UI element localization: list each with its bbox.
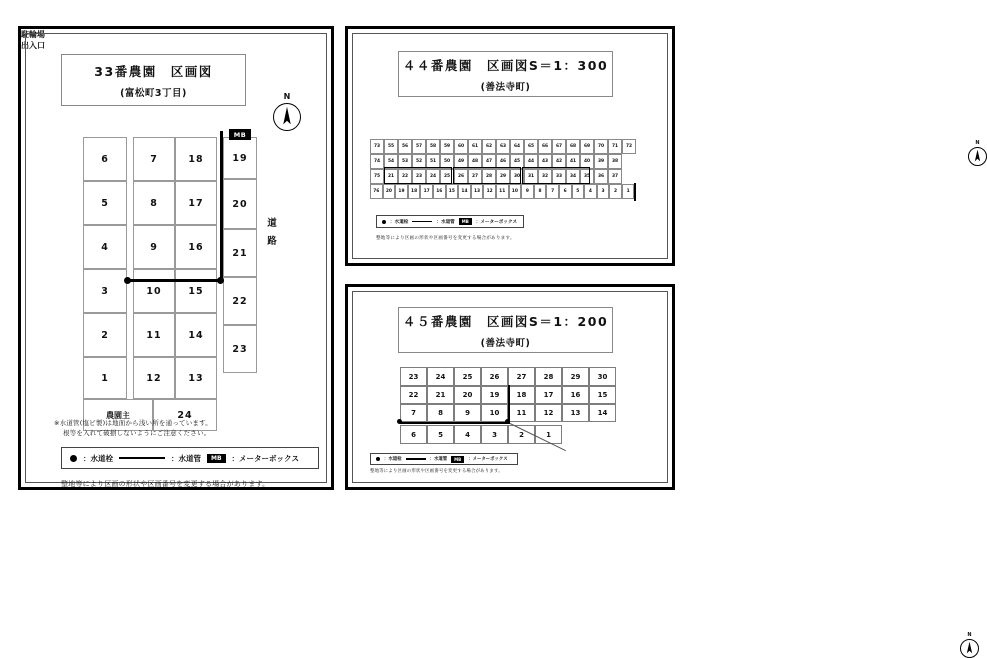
plot-cell[interactable]: 7	[546, 184, 559, 199]
plot-cell[interactable]: 48	[468, 154, 482, 169]
plot-cell[interactable]: 21	[223, 229, 257, 277]
plot-cell[interactable]: 2	[609, 184, 622, 199]
plot-cell[interactable]: 36	[594, 169, 608, 184]
plot-cell[interactable]: 24	[426, 169, 440, 184]
water-pipe-horizontal	[127, 279, 223, 282]
plot-cell[interactable]: 49	[454, 154, 468, 169]
plot-cell[interactable]: 5	[427, 425, 454, 444]
owner-plot-cell[interactable]: 農園主	[83, 399, 153, 431]
plot-cell[interactable]: 29	[496, 169, 510, 184]
plot-cell[interactable]: 28	[535, 367, 562, 386]
plot-cell[interactable]: 41	[566, 154, 580, 169]
legend-pipe-label: ：水道管	[171, 453, 201, 463]
plot-cell[interactable]: 12	[483, 184, 496, 199]
plot-cell[interactable]: 66	[538, 139, 552, 154]
panel-45-farm-map	[345, 284, 972, 638]
plot-cell[interactable]: 52	[412, 154, 426, 169]
plot-cell[interactable]: 71	[608, 139, 622, 154]
plot-cell[interactable]: 23	[400, 367, 427, 386]
plot-cell[interactable]: 53	[398, 154, 412, 169]
legend-mb-label: ：メーターボックス	[475, 219, 518, 225]
plot-cell[interactable]: 6	[400, 425, 427, 444]
plot-cell[interactable]: 10	[509, 184, 522, 199]
plot-cell[interactable]: 22	[398, 169, 412, 184]
plot-row-4	[400, 425, 562, 444]
plot-block-outline	[453, 167, 521, 184]
plot-cell[interactable]: 9	[133, 225, 175, 269]
plot-cell[interactable]: 5	[572, 184, 585, 199]
legend-33	[61, 447, 319, 469]
note-line-2: 根等を入れて破損しないようにご注意ください。	[54, 429, 211, 438]
parking-label-33: 駐輪場	[21, 30, 45, 39]
meter-box-icon: MB	[207, 454, 226, 463]
plot-cell[interactable]: 27	[508, 367, 535, 386]
water-tap-icon	[70, 455, 77, 462]
plot-cell[interactable]: 39	[594, 154, 608, 169]
plot-cell[interactable]: 46	[496, 154, 510, 169]
plot-cell[interactable]: 68	[566, 139, 580, 154]
plot-cell[interactable]: 3	[83, 269, 127, 313]
water-pipe-vertical	[634, 183, 636, 201]
plot-cell[interactable]: 57	[412, 139, 426, 154]
panel-44-note-bottom: 整地等により区画の形状や区画番号を変更する場合があります。	[376, 236, 515, 241]
plot-cell[interactable]: 54	[384, 154, 398, 169]
panel-33-title: 33番農園 区画図	[94, 63, 213, 79]
plot-cell[interactable]: 32	[538, 169, 552, 184]
plot-cell[interactable]: 30	[510, 169, 524, 184]
water-pipe-horizontal	[400, 422, 510, 424]
plot-cell[interactable]: 20	[383, 184, 396, 199]
panel-33-note-top	[54, 418, 324, 438]
meter-box-icon: MB	[459, 218, 472, 225]
compass-needle-icon-44	[969, 148, 986, 165]
panel-45-note-bottom: 整地等により区画の形状や区画番号を変更する場合があります。	[370, 469, 503, 474]
panel-44-subtitle: (善法寺町)	[480, 81, 531, 93]
road-label-33: 道路	[267, 218, 277, 248]
plot-cell[interactable]: 1	[622, 184, 635, 199]
exit-label-33: 出入口	[21, 41, 45, 50]
plot-cell[interactable]: 6	[83, 137, 127, 181]
legend-pipe-label: ：水道管	[429, 457, 448, 462]
legend-45	[370, 453, 518, 465]
plot-cell[interactable]: 43	[538, 154, 552, 169]
panel-45-title-box	[398, 307, 613, 353]
plot-cell[interactable]: 4	[584, 184, 597, 199]
plot-cell[interactable]: 13	[562, 404, 589, 422]
plot-cell[interactable]: 18	[508, 386, 535, 404]
plot-cell[interactable]: 70	[594, 139, 608, 154]
plot-cell[interactable]: 17	[175, 181, 217, 225]
plot-cell[interactable]: 23	[223, 325, 257, 373]
plot-cell[interactable]: 76	[370, 184, 383, 199]
compass-north-label-33: N	[283, 92, 291, 101]
plot-cell[interactable]: 17	[420, 184, 433, 199]
plot-cell[interactable]: 65	[524, 139, 538, 154]
legend-tap-label: ：水道栓	[390, 219, 409, 225]
plot-cell[interactable]: 19	[481, 386, 508, 404]
plot-cell[interactable]: 18	[175, 137, 217, 181]
plot-cell[interactable]: 16	[562, 386, 589, 404]
plot-cell[interactable]: 73	[370, 139, 384, 154]
meter-box-icon: MB	[229, 129, 251, 140]
plot-cell[interactable]: 21	[384, 169, 398, 184]
plot-row-1	[370, 139, 636, 154]
water-pipe-icon	[406, 458, 426, 460]
plot-block-outline	[522, 167, 590, 184]
plot-cell[interactable]: 15	[175, 269, 217, 313]
plot-cell[interactable]: 18	[408, 184, 421, 199]
plot-cell[interactable]: 50	[440, 154, 454, 169]
plot-cell[interactable]: 14	[589, 404, 616, 422]
plot-cell[interactable]: 27	[468, 169, 482, 184]
plot-cell[interactable]: 12	[133, 357, 175, 399]
plot-cell[interactable]: 75	[370, 169, 384, 184]
legend-mb-label: ：メーターボックス	[468, 457, 508, 462]
plot-cell[interactable]: 19	[223, 137, 257, 179]
water-tap-dot	[124, 277, 131, 284]
plot-cell[interactable]: 60	[454, 139, 468, 154]
plot-cell[interactable]: 45	[510, 154, 524, 169]
plot-cell[interactable]: 15	[446, 184, 459, 199]
panel-45-title: ４５番農園 区画図S＝1：200	[402, 313, 609, 329]
plot-cell[interactable]: 30	[589, 367, 616, 386]
legend-pipe-label: ：水道管	[436, 219, 455, 225]
plot-cell[interactable]: 51	[426, 154, 440, 169]
plot-cell[interactable]: 21	[427, 386, 454, 404]
plot-cell[interactable]: 13	[175, 357, 217, 399]
plot-cell[interactable]: 4	[83, 225, 127, 269]
plot-cell[interactable]: 38	[608, 154, 622, 169]
plot-cell[interactable]: 10	[133, 269, 175, 313]
plot-cell[interactable]: 22	[400, 386, 427, 404]
plot-cell[interactable]: 37	[608, 169, 622, 184]
plot-cell[interactable]: 24	[427, 367, 454, 386]
plot-cell[interactable]: 14	[175, 313, 217, 357]
plot-cell[interactable]: 5	[83, 181, 127, 225]
plot-cell[interactable]: 55	[384, 139, 398, 154]
plot-cell[interactable]: 23	[412, 169, 426, 184]
panel-44-title: ４４番農園 区画図S＝1：300	[402, 57, 609, 73]
note-line-1: ※水道管(塩ビ製)は地面から浅い所を通っています。	[54, 419, 212, 427]
plot-cell[interactable]: 14	[458, 184, 471, 199]
plot-cell[interactable]: 9	[521, 184, 534, 199]
plot-cell[interactable]: 42	[552, 154, 566, 169]
plot-cell[interactable]: 33	[552, 169, 566, 184]
panel-33-farm-map	[18, 26, 334, 490]
plot-cell[interactable]: 24	[153, 399, 217, 431]
plot-cell[interactable]: 10	[481, 404, 508, 422]
compass-needle-icon-33	[274, 104, 300, 130]
plot-cell[interactable]: 16	[175, 225, 217, 269]
plot-row-1	[400, 367, 616, 386]
plot-cell[interactable]: 44	[524, 154, 538, 169]
plot-cell[interactable]: 69	[580, 139, 594, 154]
plot-cell[interactable]: 35	[580, 169, 594, 184]
water-tap-dot	[397, 419, 402, 424]
legend-mb-label: ：メーターボックス	[231, 453, 299, 463]
compass-north-label-45: N	[967, 632, 972, 638]
plot-cell[interactable]: 8	[427, 404, 454, 422]
plot-cell[interactable]: 1	[535, 425, 562, 444]
plot-cell[interactable]: 40	[580, 154, 594, 169]
compass-north-label-44: N	[975, 140, 980, 146]
compass-rose-44	[968, 140, 987, 166]
plot-cell[interactable]: 12	[535, 404, 562, 422]
meter-box-icon: MB	[451, 456, 464, 463]
plot-cell[interactable]: 62	[482, 139, 496, 154]
compass-ring-45	[960, 639, 979, 658]
plot-cell[interactable]: 47	[482, 154, 496, 169]
plot-cell[interactable]: 74	[370, 154, 384, 169]
plot-cell[interactable]: 11	[496, 184, 509, 199]
panel-45-subtitle: (善法寺町)	[480, 337, 531, 349]
panel-33-title-box	[61, 54, 246, 106]
compass-rose-33	[273, 92, 301, 131]
plot-cell[interactable]: 34	[566, 169, 580, 184]
water-tap-icon	[382, 220, 386, 224]
legend-tap-label: ：水道栓	[384, 457, 402, 462]
compass-rose-45	[960, 632, 979, 658]
plot-cell[interactable]: 9	[454, 404, 481, 422]
panel-33-plot-map	[83, 130, 255, 421]
plot-cell[interactable]: 1	[83, 357, 127, 399]
plot-cell[interactable]: 56	[398, 139, 412, 154]
water-pipe-icon	[412, 221, 432, 223]
water-tap-dot	[217, 277, 224, 284]
plot-cell[interactable]: 72	[622, 139, 636, 154]
plot-cell[interactable]: 67	[552, 139, 566, 154]
plot-cell[interactable]: 31	[524, 169, 538, 184]
panel-44-farm-map	[345, 26, 980, 266]
water-tap-icon	[376, 457, 380, 461]
plot-cell[interactable]: 2	[508, 425, 535, 444]
plot-cell[interactable]: 7	[133, 137, 175, 181]
legend-44	[376, 215, 524, 228]
plot-cell[interactable]: 26	[481, 367, 508, 386]
compass-ring-33	[273, 103, 301, 131]
panel-44-title-box	[398, 51, 613, 97]
plot-cell[interactable]: 25	[440, 169, 454, 184]
plot-cell[interactable]: 17	[535, 386, 562, 404]
plot-row-4	[370, 184, 634, 199]
plot-cell[interactable]: 3	[597, 184, 610, 199]
panel-33-note-bottom: 整地等により区画の形状や区画番号を変更する場合があります。	[61, 480, 270, 488]
plot-cell[interactable]: 8	[133, 181, 175, 225]
plot-cell[interactable]: 25	[454, 367, 481, 386]
plot-cell[interactable]: 20	[454, 386, 481, 404]
plot-cell[interactable]: 4	[454, 425, 481, 444]
plot-cell[interactable]: 59	[440, 139, 454, 154]
plot-cell[interactable]: 8	[534, 184, 547, 199]
plot-cell[interactable]: 61	[468, 139, 482, 154]
plot-cell[interactable]: 20	[223, 179, 257, 229]
plot-cell[interactable]: 16	[433, 184, 446, 199]
water-pipe-vertical	[220, 131, 223, 281]
water-pipe-icon	[119, 457, 165, 460]
plot-cell[interactable]: 58	[426, 139, 440, 154]
plot-cell[interactable]: 11	[508, 404, 535, 422]
plot-cell[interactable]: 2	[83, 313, 127, 357]
plot-cell[interactable]: 26	[454, 169, 468, 184]
plot-cell[interactable]: 64	[510, 139, 524, 154]
plot-cell[interactable]: 7	[400, 404, 427, 422]
plot-cell[interactable]: 6	[559, 184, 572, 199]
compass-needle-icon-45	[961, 640, 978, 657]
panel-33-subtitle: (富松町3丁目)	[120, 87, 187, 99]
plot-cell[interactable]: 15	[589, 386, 616, 404]
plot-cell[interactable]: 22	[223, 277, 257, 325]
plot-cell[interactable]: 63	[496, 139, 510, 154]
plot-cell[interactable]: 29	[562, 367, 589, 386]
plot-cell[interactable]: 19	[395, 184, 408, 199]
plot-cell[interactable]: 3	[481, 425, 508, 444]
plot-block-outline	[384, 167, 452, 184]
plot-cell[interactable]: 13	[471, 184, 484, 199]
plot-cell[interactable]: 28	[482, 169, 496, 184]
legend-tap-label: ：水道栓	[83, 453, 113, 463]
plot-cell[interactable]: 11	[133, 313, 175, 357]
compass-ring-44	[968, 147, 987, 166]
